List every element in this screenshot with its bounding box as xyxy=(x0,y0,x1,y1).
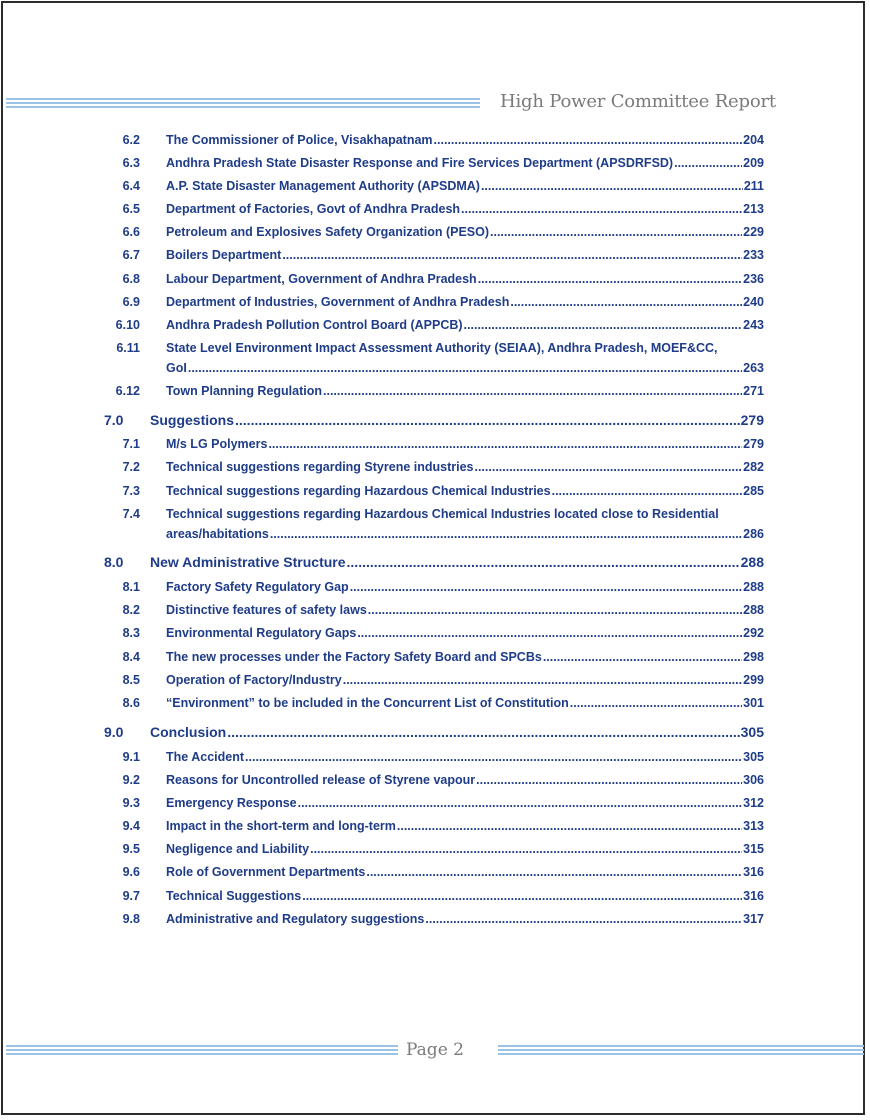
toc-number: 9.0 xyxy=(104,724,124,740)
toc-page: 240 xyxy=(743,295,764,309)
toc-number: 9.7 xyxy=(122,889,140,903)
toc-number: 7.1 xyxy=(122,437,140,451)
toc-page: 288 xyxy=(740,554,764,570)
toc-page: 306 xyxy=(743,773,764,787)
toc-title: Town Planning Regulation xyxy=(166,384,323,398)
toc-number: 9.5 xyxy=(122,842,140,856)
toc-page: 263 xyxy=(743,361,764,375)
toc-number: 7.4 xyxy=(122,507,140,521)
toc-number: 6.10 xyxy=(115,318,140,332)
toc-leader xyxy=(347,554,740,570)
toc-page: 301 xyxy=(743,696,764,710)
toc-page: 286 xyxy=(743,527,764,541)
toc-number: 6.5 xyxy=(122,202,140,216)
toc-number: 6.3 xyxy=(122,156,140,170)
toc-title: M/s LG Polymers xyxy=(166,437,268,451)
toc-number: 8.4 xyxy=(122,650,140,664)
toc-page: 233 xyxy=(743,248,764,262)
toc-number: 6.6 xyxy=(122,225,140,239)
toc-number: 8.3 xyxy=(122,626,140,640)
toc-leader xyxy=(543,650,742,664)
toc-leader xyxy=(368,603,742,617)
toc-leader xyxy=(235,412,740,428)
toc-title-line2: GoI xyxy=(166,361,187,375)
toc-title: The new processes under the Factory Safety Board and SPCBs xyxy=(166,650,542,664)
toc-page: 288 xyxy=(743,580,764,594)
toc-title: Emergency Response xyxy=(166,796,297,810)
toc-page: 229 xyxy=(743,225,764,239)
toc-page: 211 xyxy=(743,179,764,193)
toc-page: 316 xyxy=(743,889,764,903)
toc-page: 298 xyxy=(743,650,764,664)
toc-leader xyxy=(674,156,742,170)
toc-page: 285 xyxy=(743,484,764,498)
toc-leader xyxy=(510,295,742,309)
toc-number: 8.1 xyxy=(122,580,140,594)
toc-page: 209 xyxy=(743,156,764,170)
toc-title: Factory Safety Regulatory Gap xyxy=(166,580,349,594)
toc-leader xyxy=(490,225,742,239)
toc-title: Negligence and Liability xyxy=(166,842,310,856)
toc-page: 288 xyxy=(743,603,764,617)
toc-leader xyxy=(474,460,742,474)
toc-leader xyxy=(268,437,742,451)
toc-page: 299 xyxy=(743,673,764,687)
toc-leader xyxy=(434,133,743,147)
page-number: Page 2 xyxy=(406,1040,464,1060)
toc-number: 6.11 xyxy=(116,341,140,355)
toc-page: 282 xyxy=(743,460,764,474)
toc-leader xyxy=(570,696,742,710)
toc-title-line1: Technical suggestions regarding Hazardous Chemical Industries located close to Residential xyxy=(166,507,719,521)
toc-leader xyxy=(366,865,742,879)
toc-page: 271 xyxy=(743,384,764,398)
toc-title: Boilers Department xyxy=(166,248,282,262)
toc-page: 204 xyxy=(743,133,764,147)
toc-leader xyxy=(425,912,742,926)
toc-leader xyxy=(464,318,743,332)
toc-title: Department of Factories, Govt of Andhra Pradesh xyxy=(166,202,461,216)
toc-leader xyxy=(302,889,742,903)
toc-number: 9.1 xyxy=(122,750,140,764)
toc-title: Administrative and Regulatory suggestions xyxy=(166,912,425,926)
toc-leader xyxy=(282,248,742,262)
toc-number: 9.3 xyxy=(122,796,140,810)
footer-rule-right xyxy=(498,1045,864,1057)
toc-leader xyxy=(461,202,742,216)
toc-number: 6.2 xyxy=(122,133,140,147)
toc-title: Andhra Pradesh Pollution Control Board (APPCB) xyxy=(166,318,463,332)
toc-page: 312 xyxy=(743,796,764,810)
toc-number: 9.2 xyxy=(122,773,140,787)
toc-number: 8.0 xyxy=(104,554,124,570)
toc-leader xyxy=(397,819,742,833)
toc-number: 7.3 xyxy=(122,484,140,498)
toc-title: Technical Suggestions xyxy=(166,889,302,903)
toc-title: Operation of Factory/Industry xyxy=(166,673,342,687)
toc-number: 8.2 xyxy=(122,603,140,617)
toc-leader xyxy=(188,361,742,375)
toc-leader xyxy=(323,384,742,398)
toc-page: 279 xyxy=(740,412,764,428)
toc-title: The Accident xyxy=(166,750,245,764)
toc-page: 292 xyxy=(743,626,764,640)
toc-leader xyxy=(298,796,743,810)
toc-number: 6.4 xyxy=(122,179,140,193)
toc-title: Role of Government Departments xyxy=(166,865,366,879)
toc-title: Technical suggestions regarding Hazardous Chemical Industries xyxy=(166,484,551,498)
toc-leader xyxy=(227,724,739,740)
toc-title: Impact in the short-term and long-term xyxy=(166,819,396,833)
toc-title: Petroleum and Explosives Safety Organization (PESO) xyxy=(166,225,489,239)
toc-page: 279 xyxy=(743,437,764,451)
toc-title: Environmental Regulatory Gaps xyxy=(166,626,357,640)
toc-leader xyxy=(350,580,742,594)
toc-leader xyxy=(343,673,742,687)
toc-title: Technical suggestions regarding Styrene industries xyxy=(166,460,474,474)
toc-title-line2: areas/habitations xyxy=(166,527,269,541)
toc-page: 315 xyxy=(743,842,764,856)
toc-title: Labour Department, Government of Andhra Pradesh xyxy=(166,272,477,286)
toc-leader xyxy=(478,272,742,286)
toc-number: 6.9 xyxy=(122,295,140,309)
toc-number: 8.6 xyxy=(122,696,140,710)
toc-title: New Administrative Structure xyxy=(150,554,346,570)
toc-leader xyxy=(552,484,743,498)
header-title: High Power Committee Report xyxy=(500,91,776,112)
toc-number: 8.5 xyxy=(122,673,140,687)
toc-title: Reasons for Uncontrolled release of Styrene vapour xyxy=(166,773,476,787)
toc-leader xyxy=(357,626,742,640)
toc-page: 243 xyxy=(743,318,764,332)
toc-number: 6.7 xyxy=(122,248,140,262)
toc-page: 316 xyxy=(743,865,764,879)
toc-title: A.P. State Disaster Management Authority (APSDMA) xyxy=(166,179,480,193)
toc-title: “Environment” to be included in the Concurrent List of Constitution xyxy=(166,696,569,710)
toc-page: 313 xyxy=(743,819,764,833)
toc-number: 6.12 xyxy=(115,384,140,398)
toc-title-line1: State Level Environment Impact Assessment Authority (SEIAA), Andhra Pradesh, MOEF&CC, xyxy=(166,341,718,355)
toc-title: Distinctive features of safety laws xyxy=(166,603,367,617)
toc-number: 7.2 xyxy=(122,460,140,474)
toc-number: 9.4 xyxy=(122,819,140,833)
toc-leader xyxy=(476,773,742,787)
toc-number: 9.6 xyxy=(122,865,140,879)
toc-page: 305 xyxy=(740,724,764,740)
toc-page: 305 xyxy=(743,750,764,764)
toc-title: The Commissioner of Police, Visakhapatnam xyxy=(166,133,433,147)
toc-title: Department of Industries, Government of Andhra Pradesh xyxy=(166,295,510,309)
header-rule xyxy=(6,98,480,110)
toc-page: 236 xyxy=(743,272,764,286)
toc-title: Conclusion xyxy=(150,724,227,740)
toc-leader xyxy=(481,179,743,193)
toc-title: Andhra Pradesh State Disaster Response and Fire Services Department (APSDRFSD) xyxy=(166,156,674,170)
toc-page: 317 xyxy=(743,912,764,926)
toc-page: 213 xyxy=(743,202,764,216)
toc-number: 9.8 xyxy=(122,912,140,926)
toc-leader xyxy=(270,527,742,541)
toc-leader xyxy=(310,842,742,856)
toc-leader xyxy=(245,750,742,764)
footer-rule-left xyxy=(6,1045,398,1057)
toc-number: 7.0 xyxy=(104,412,124,428)
toc-number: 6.8 xyxy=(122,272,140,286)
toc-title: Suggestions xyxy=(150,412,235,428)
